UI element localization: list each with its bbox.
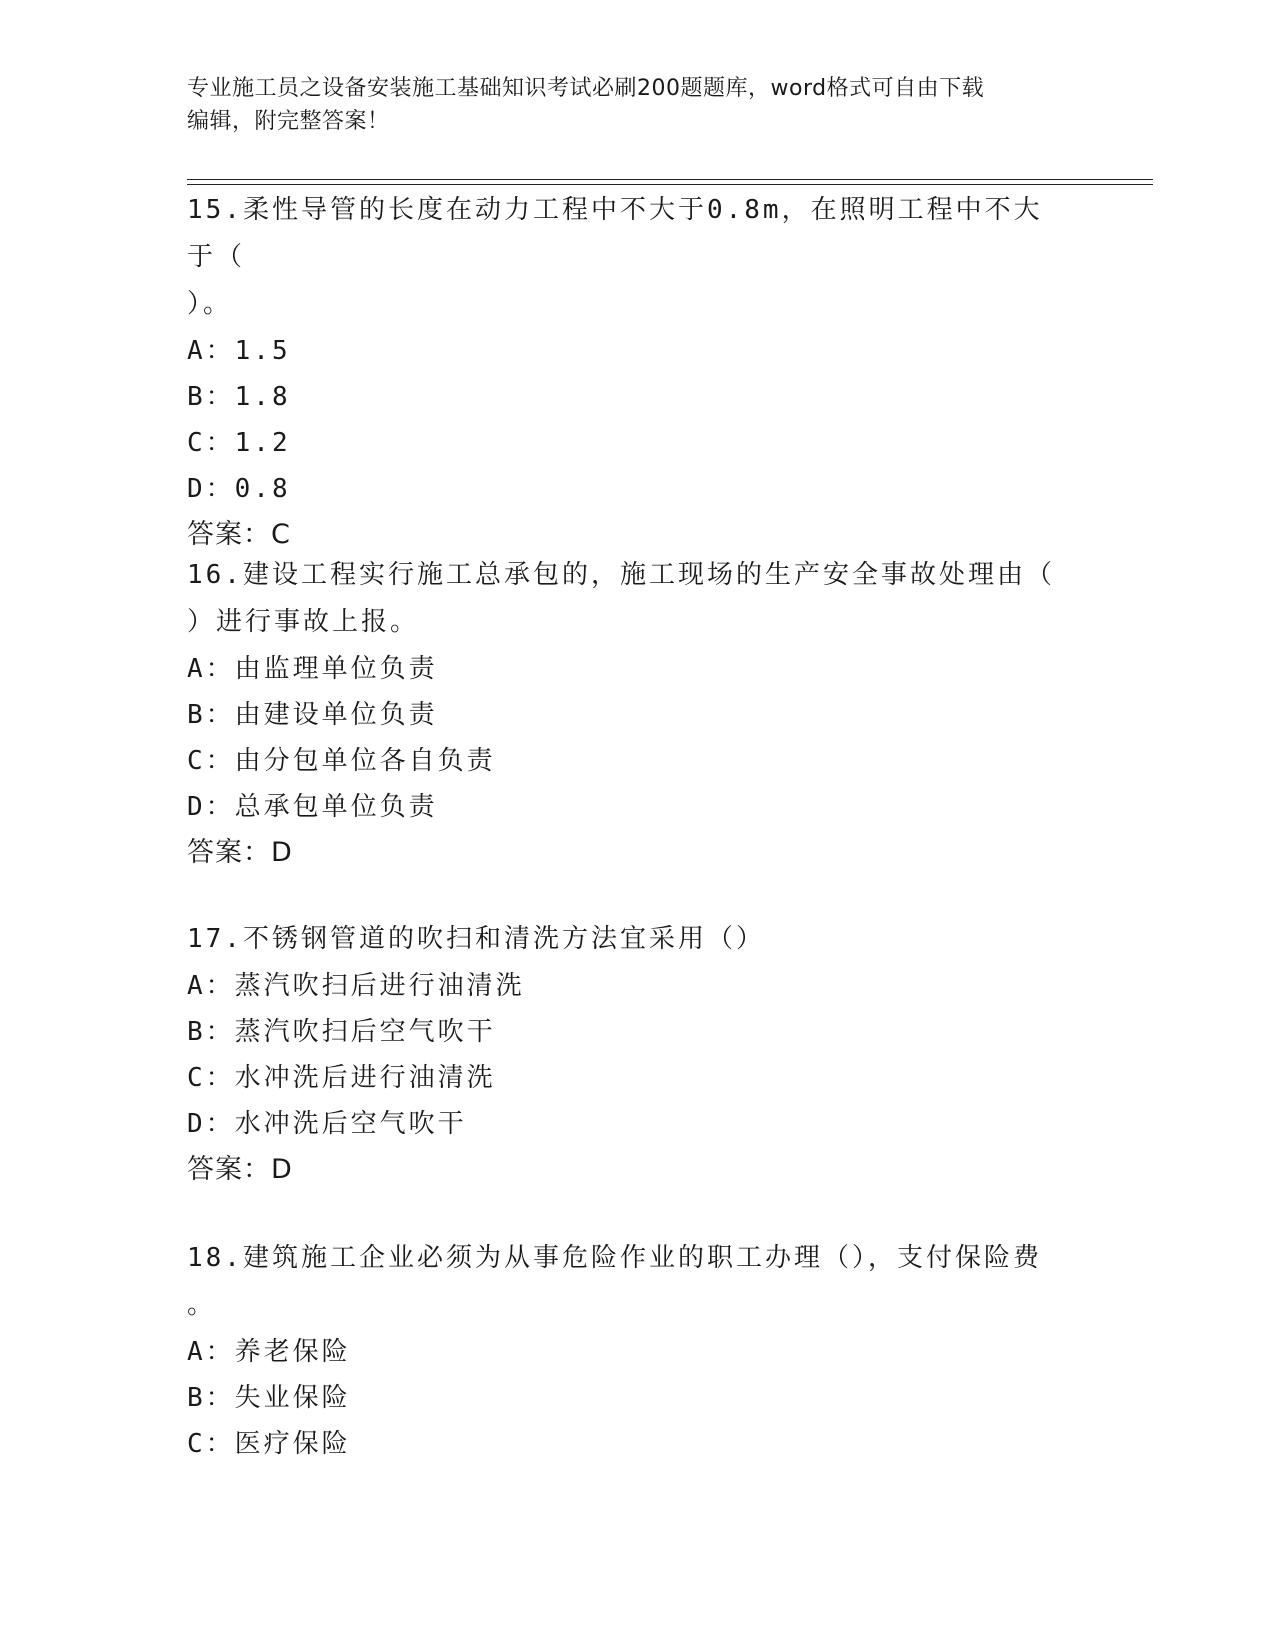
question-18 [187,1235,1067,1467]
option-c: C：1.2 [187,428,291,458]
question-stem-line-2: ）进行事故上报。 [187,607,420,637]
option-c: C：由分包单位各自负责 [187,746,496,776]
answer-label: 答案：C [187,519,291,550]
question-stem-line-1: 16.建设工程实行施工总承包的，施工现场的生产安全事故处理由（ [187,560,1055,590]
option-b: B：由建设单位负责 [187,700,438,730]
option-b: B：1.8 [187,382,291,412]
header-divider-top [187,179,1153,180]
option-a: A：1.5 [187,336,291,366]
question-17 [187,916,1067,1193]
question-stem [187,187,1067,328]
question-stem-line-1: 15.柔性导管的长度在动力工程中不大于0.8m，在照明工程中不大于（ [187,195,1043,272]
question-15 [187,187,1067,558]
header-line-2: 编辑，附完整答案！ [187,109,390,134]
document-header [187,72,1067,138]
question-stem-line-1: 18.建筑施工企业必须为从事危险作业的职工办理（），支付保险费 [187,1243,1042,1273]
header-divider-bottom [187,184,1153,185]
question-stem-line-1: 17.不锈钢管道的吹扫和清洗方法宜采用（） [187,924,765,954]
question-stem-line-2: ）。 [187,289,233,319]
option-c: C：医疗保险 [187,1429,351,1459]
option-d: D：水冲洗后空气吹干 [187,1109,467,1139]
option-d: D：0.8 [187,474,291,504]
question-16 [187,552,1067,876]
question-stem [187,552,1067,646]
answer-label: 答案：D [187,1154,293,1185]
option-c: C：水冲洗后进行油清洗 [187,1063,496,1093]
question-stem-line-2: 。 [187,1290,217,1320]
option-a: A：由监理单位负责 [187,654,438,684]
option-b: B：蒸汽吹扫后空气吹干 [187,1017,496,1047]
question-stem [187,1235,1067,1329]
answer-label: 答案：D [187,837,293,868]
option-a: A：养老保险 [187,1337,351,1367]
option-d: D：总承包单位负责 [187,792,438,822]
option-a: A：蒸汽吹扫后进行油清洗 [187,971,525,1001]
option-b: B：失业保险 [187,1383,351,1413]
question-stem [187,916,1067,963]
header-line-1: 专业施工员之设备安装施工基础知识考试必刷200题题库，word格式可自由下载 [187,76,985,101]
